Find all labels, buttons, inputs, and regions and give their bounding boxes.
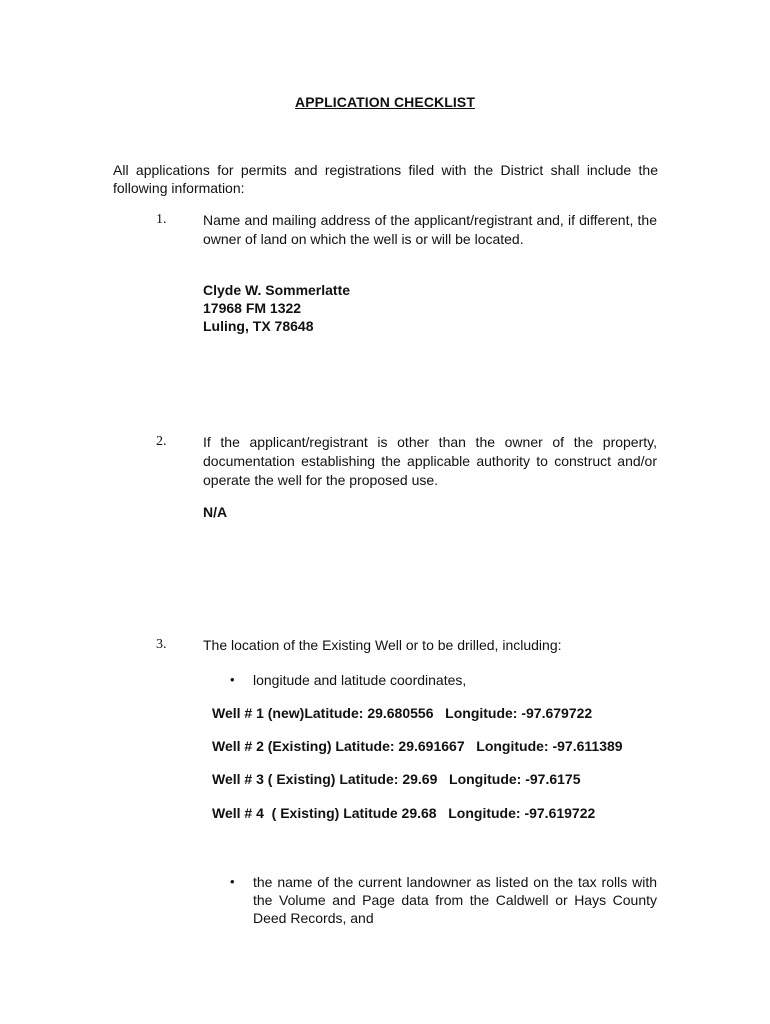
bullet-icon: •	[230, 874, 235, 889]
item-2-number: 2.	[156, 434, 167, 449]
well-2-coordinates: Well # 2 (Existing) Latitude: 29.691667 Longitude: -97.611389	[212, 738, 623, 754]
well-1-coordinates: Well # 1 (new)Latitude: 29.680556 Longitude: -97.679722	[212, 705, 593, 721]
intro-paragraph: All applications for permits and registrations filed with the District shall include the following information:	[113, 162, 658, 196]
applicant-address	[203, 281, 350, 335]
bullet-text: the name of the current landowner as listed on the tax rolls with the Volume and Page data from the Caldwell or Hays County Deed Records, and	[253, 874, 657, 926]
applicant-street: 17968 FM 1322	[203, 300, 302, 316]
applicant-name: Clyde W. Sommerlatte	[203, 282, 351, 298]
item-2-answer: N/A	[203, 504, 228, 520]
item-1-number: 1.	[156, 212, 167, 227]
well-3-coordinates: Well # 3 ( Existing) Latitude: 29.69 Longitude: -97.6175	[212, 771, 581, 787]
item-3-text: The location of the Existing Well or to be drilled, including:	[203, 637, 562, 653]
item-1-text: Name and mailing address of the applicant/registrant and, if different, the owner of land on which the well is or will be located.	[203, 212, 657, 247]
page-title: APPLICATION CHECKLIST	[295, 94, 475, 110]
bullet-text: longitude and latitude coordinates,	[253, 672, 467, 688]
item-2-text: If the applicant/registrant is other than the owner of the property, documentation establishing the applicable authority to construct and/or operate the well for the proposed use.	[203, 434, 657, 488]
item-3-number: 3.	[156, 637, 167, 652]
well-4-coordinates: Well # 4 ( Existing) Latitude 29.68 Longitude: -97.619722	[212, 805, 596, 821]
applicant-city: Luling, TX 78648	[203, 318, 314, 334]
bullet-icon: •	[230, 672, 235, 687]
